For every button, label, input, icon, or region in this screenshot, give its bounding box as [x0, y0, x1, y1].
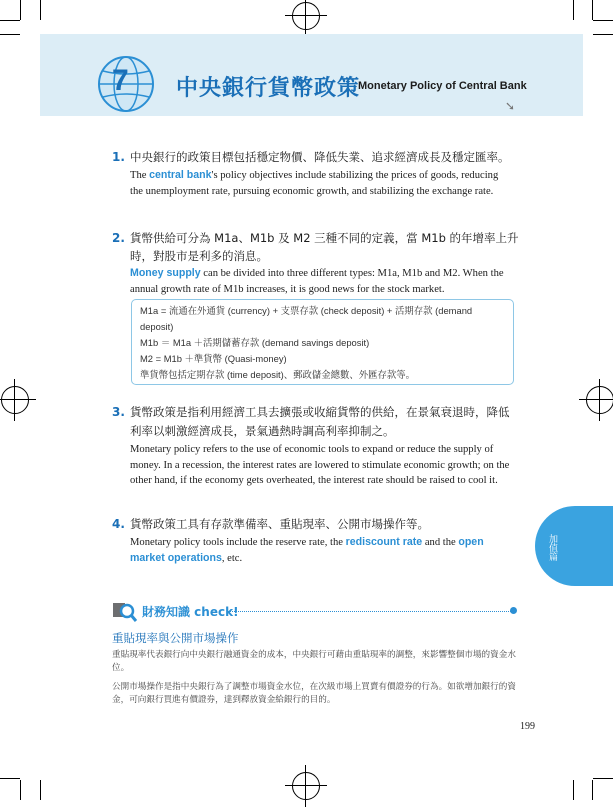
tip-title: 財務知識 check! — [142, 605, 239, 619]
crop-mark — [0, 20, 20, 21]
item-en-text — [130, 535, 520, 566]
tip-divider-dot — [510, 607, 517, 614]
item-en-text — [130, 266, 515, 297]
magnifier-icon — [112, 600, 138, 624]
text-span: and the — [422, 537, 459, 548]
page-subtitle: Monetary Policy of Central Bank — [358, 80, 527, 92]
registration-mark — [292, 2, 320, 30]
highlight-term: Money supply — [130, 267, 201, 279]
page-title: 中央銀行貨幣政策 — [176, 76, 361, 101]
registration-mark — [292, 772, 320, 800]
item-number: 4. — [112, 517, 125, 531]
text-span: Monetary policy refers to the use of economic tools to expand or reduce the supply of money. In a recession, the interest rates are lowered to stimulate economic growth; on the other hand, if the economy gets overheated, the interest rate should be raised to cool it. — [130, 444, 510, 486]
box-line: 準貨幣包括定期存款 (time deposit)、郵政儲金總數、外匯存款等。 — [140, 369, 416, 380]
item-number: 2. — [112, 231, 125, 245]
tip-divider — [228, 611, 513, 612]
item-zh-line: 中央銀行的政策目標包括穩定物價、降低失業、追求經濟成長及穩定匯率。 — [130, 150, 510, 164]
text-span: The — [130, 170, 150, 181]
crop-mark — [0, 778, 20, 779]
registration-mark — [586, 386, 613, 414]
crop-mark — [20, 780, 21, 800]
registration-mark — [1, 386, 29, 414]
crop-mark — [573, 0, 574, 20]
highlight-term: central bank — [149, 169, 212, 181]
item-en-text — [130, 168, 510, 199]
crop-mark — [593, 778, 613, 779]
box-line: M1b ＝ M1a ＋活期儲蓄存款 (demand savings deposit) — [140, 337, 370, 348]
crop-mark — [592, 780, 593, 800]
item-zh-line: 貨幣政策是指利用經濟工具去擴張或收縮貨幣的供給，在景氣衰退時，降低 — [130, 405, 510, 419]
crop-mark — [593, 20, 613, 21]
box-line: M1a = 流通在外通貨 (currency) + 支票存款 (check deposit) + 活期存款 (demand — [140, 305, 473, 316]
crop-mark — [40, 780, 41, 800]
item-number: 3. — [112, 405, 125, 419]
text-span: Monetary policy tools include the reserve rate, the — [130, 537, 346, 548]
chapter-number: 7 — [112, 64, 129, 97]
highlight-term: open market operations — [130, 536, 484, 564]
page-number: 199 — [520, 721, 535, 732]
crop-mark — [593, 34, 613, 35]
item-zh-line: 貨幣供給可分為 M1a、M1b 及 M2 三種不同的定義，當 M1b 的年增率上升 — [130, 231, 519, 245]
text-span: 's policy objectives include stabilizing the prices of goods, reducing the unemployment rate, pursuing economic growth, and stabilizing the exchange rate. — [130, 170, 499, 197]
tip-paragraph: 重貼現率代表銀行向中央銀行融通資金的成本，中央銀行可藉由重貼現率的調整，來影響整個市場的資金水位。 — [112, 650, 516, 673]
item-zh-line: 利率以刺激經濟成長，景氣過熱時調高利率抑制之。 — [130, 424, 395, 438]
item-zh-line: 時，對股市是利多的消息。 — [130, 249, 268, 263]
tip-paragraph: 公開市場操作是指中央銀行為了調整市場資金水位，在次級市場上買賣有價證券的行為。如欲增加銀行的資金，可向銀行買進有價證券，達到釋放資金給銀行的目的。 — [112, 682, 516, 705]
tip-heading: 重貼現率與公開市場操作 — [112, 631, 239, 645]
item-number: 1. — [112, 150, 125, 164]
box-line: M2 = M1b ＋準貨幣 (Quasi-money) — [140, 353, 287, 364]
crop-mark — [592, 0, 593, 20]
item-en-text — [130, 442, 512, 489]
crop-mark — [40, 0, 41, 20]
crop-mark — [0, 34, 20, 35]
item-zh-line: 貨幣政策工具有存款準備率、重貼現率、公開市場操作等。 — [130, 517, 429, 531]
money-supply-box — [131, 299, 514, 385]
side-tab-label: 加值篇 — [547, 534, 557, 561]
text-span: , etc. — [221, 552, 243, 564]
crop-mark — [573, 780, 574, 800]
corner-arrow-icon: ➘ — [505, 99, 516, 113]
crop-mark — [20, 0, 21, 20]
box-line: deposit) — [140, 321, 174, 332]
highlight-term: rediscount rate — [345, 536, 423, 548]
text-span: can be divided into three different types: M1a, M1b and M2. When the annual growth rate of M1b increases, it is good news for the stock market. — [130, 268, 504, 295]
